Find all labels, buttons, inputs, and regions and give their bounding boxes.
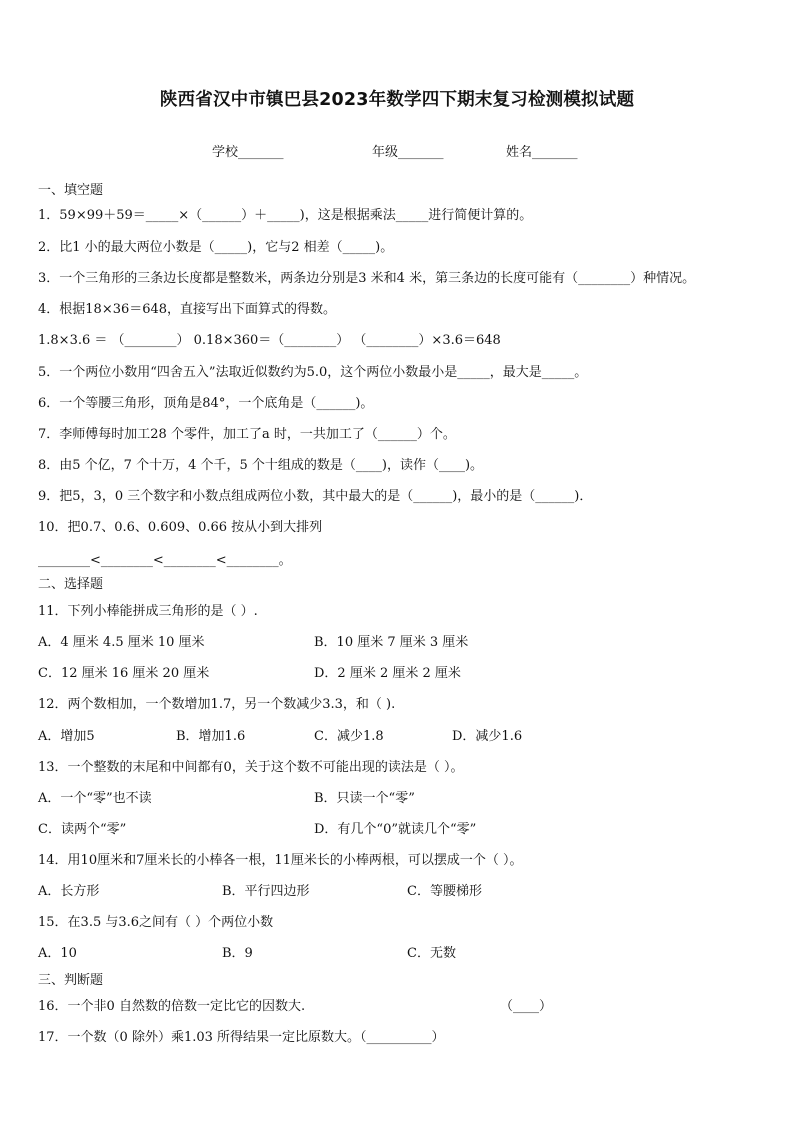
question-8: 8．由5 个亿，7 个十万，4 个千，5 个十组成的数是（____)，读作（____)。	[38, 458, 484, 473]
question-2: 2．比1 小的最大两位小数是（_____)，它与2 相差（_____)。	[38, 240, 394, 255]
section-fill-blank: 一、填空题	[38, 183, 104, 198]
question-4: 4．根据18×36＝648，直接写出下面算式的得数。	[38, 302, 337, 317]
question-17: 17．一个数（0 除外）乘1.03 所得结果一定比原数大。（__________）	[38, 1030, 445, 1045]
question-3: 3．一个三角形的三条边长度都是整数米，两条边分别是3 米和4 米，第三条边的长度可能有（________）种情况。	[38, 271, 696, 286]
option-11-d: D．2 厘米 2 厘米 2 厘米	[314, 666, 461, 681]
question-15: 15．在3.5 与3.6之间有（ ）个两位小数	[38, 915, 274, 930]
option-11-c: C．12 厘米 16 厘米 20 厘米	[38, 666, 210, 681]
option-15-b: B．9	[222, 946, 253, 961]
question-16: 16．一个非0 自然数的倍数一定比它的因数大.	[38, 999, 306, 1014]
option-13-a: A．一个“零”也不读	[38, 791, 152, 806]
option-12-b: B．增加1.6	[176, 729, 246, 744]
option-14-b: B．平行四边形	[222, 884, 310, 899]
question-4-items: 1.8×3.6 ＝ （________） 0.18×360＝（________） （________）×3.6＝648	[38, 333, 501, 348]
question-11: 11．下列小棒能拼成三角形的是（ ）.	[38, 604, 258, 619]
question-14: 14．用10厘米和7厘米长的小棒各一根，11厘米长的小棒两根，可以摆成一个（ ）。	[38, 853, 523, 868]
option-13-c: C．读两个“零”	[38, 822, 127, 837]
question-9: 9．把5，3，0 三个数字和小数点组成两位小数，其中最大的是（______)，最小的是（______)．	[38, 489, 593, 504]
question-13: 13．一个整数的末尾和中间都有0，关于这个数不可能出现的读法是（ ）。	[38, 760, 464, 775]
question-10: 10．把0.7、0.6、0.609、0.66 按从小到大排列	[38, 520, 323, 535]
option-12-c: C．减少1.8	[314, 729, 384, 744]
option-11-b: B．10 厘米 7 厘米 3 厘米	[314, 635, 469, 650]
option-12-d: D．减少1.6	[452, 729, 523, 744]
school-field: 学校_______	[212, 145, 284, 160]
option-13-b: B．只读一个“零”	[314, 791, 415, 806]
section-judgement: 三、判断题	[38, 973, 104, 988]
question-5: 5．一个两位小数用“四舍五入”法取近似数约为5.0，这个两位小数最小是_____，最大是_____。	[38, 365, 588, 380]
question-7: 7．李师傅每时加工28 个零件，加工了a 时，一共加工了（______）个。	[38, 427, 456, 442]
question-1: 1．59×99＋59＝_____×（______）＋_____)，这是根据乘法_____进行简便计算的。	[38, 208, 533, 223]
option-14-a: A．长方形	[38, 884, 100, 899]
section-choice: 二、选择题	[38, 577, 104, 592]
name-field: 姓名_______	[506, 145, 578, 160]
question-6: 6．一个等腰三角形，顶角是84°，一个底角是（______)。	[38, 396, 374, 411]
question-10-blanks: ________<________<________<________。	[38, 553, 292, 568]
option-11-a: A．4 厘米 4.5 厘米 10 厘米	[38, 635, 205, 650]
option-14-c: C．等腰梯形	[407, 884, 482, 899]
exam-title: 陕西省汉中市镇巴县2023年数学四下期末复习检测模拟试题	[159, 90, 635, 110]
option-13-d: D．有几个“0”就读几个“零”	[314, 822, 477, 837]
grade-field: 年级_______	[372, 145, 444, 160]
option-15-a: A．10	[38, 946, 77, 961]
option-12-a: A．增加5	[38, 729, 95, 744]
question-12: 12．两个数相加，一个数增加1.7，另一个数减少3.3，和（ ).	[38, 697, 396, 712]
question-16-answer-blank: （____）	[500, 999, 553, 1014]
option-15-c: C．无数	[407, 946, 456, 961]
